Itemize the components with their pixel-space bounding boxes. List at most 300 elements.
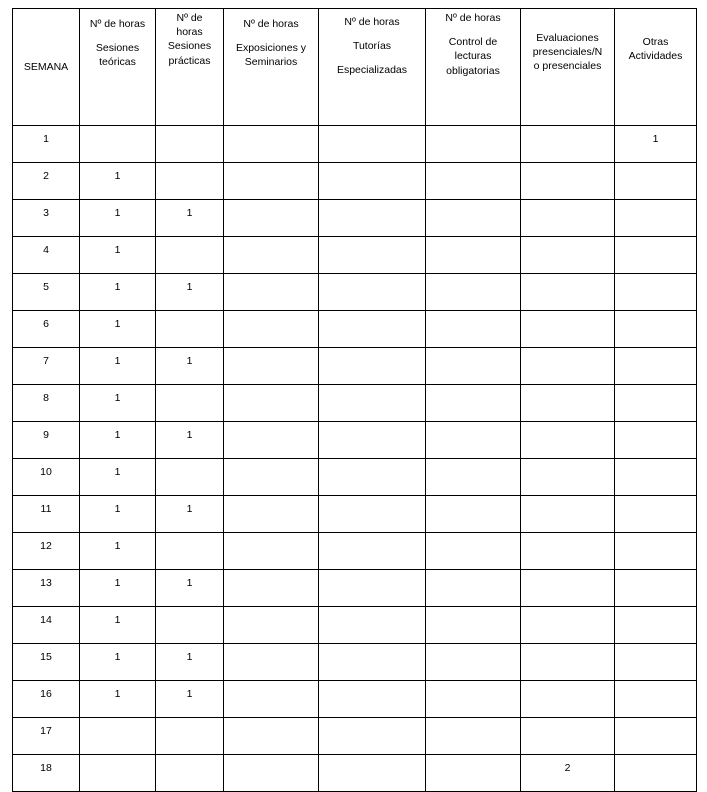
hours-cell [426,718,521,755]
hours-cell [615,237,697,274]
hours-value: 1 [186,688,193,700]
hours-cell [615,644,697,681]
hours-cell [319,459,426,496]
hours-value [319,311,425,331]
hours-value [426,348,520,368]
week-number-cell [13,755,80,792]
hours-cell [521,163,615,200]
hours-value [156,533,223,553]
hours-value: 1 [114,503,121,515]
hours-cell [521,385,615,422]
hours-value [615,385,696,405]
hours-cell [224,311,319,348]
header-line: Nº de horas [243,18,299,30]
header-line: obligatorias [446,64,500,77]
week-number-cell [13,311,80,348]
hours-value [156,385,223,405]
hours-value: 1 [114,244,121,256]
hours-value [521,163,614,183]
hours-value [521,237,614,257]
hours-value [521,607,614,627]
hours-cell [80,237,156,274]
header-line: SEMANA [23,60,69,73]
week-number-cell [13,533,80,570]
hours-cell [156,311,224,348]
hours-cell [319,570,426,607]
hours-cell [426,607,521,644]
table-row [13,385,697,422]
hours-cell [615,311,697,348]
week-number: 1 [43,133,49,145]
hours-cell [319,718,426,755]
hours-cell [224,718,319,755]
header-row [13,9,697,126]
hours-value [615,533,696,553]
hours-value [615,274,696,294]
header-line: Exposiciones y [235,42,307,55]
header-line: horas [176,26,203,39]
hours-value: 1 [114,540,121,552]
hours-cell [156,755,224,792]
header-line: Control de [448,36,498,49]
hours-cell [615,496,697,533]
hours-value [319,718,425,738]
header-line: Nº de [176,12,203,24]
week-number-cell [13,163,80,200]
hours-value [224,607,318,627]
header-line: Evaluaciones [536,32,599,44]
hours-value [319,163,425,183]
week-number-cell [13,385,80,422]
week-number: 5 [43,281,49,293]
table-row [13,422,697,459]
hours-value [426,533,520,553]
hours-cell [426,496,521,533]
table-row [13,607,697,644]
hours-cell [426,311,521,348]
hours-cell [615,459,697,496]
hours-cell [426,459,521,496]
hours-cell [319,644,426,681]
hours-value [615,311,696,331]
header-line [319,53,425,63]
hours-cell [80,496,156,533]
header-line: Seminarios [244,56,298,69]
hours-value: 1 [186,503,193,515]
header-line: Especializadas [336,64,408,77]
hours-cell [521,607,615,644]
table-row [13,126,697,163]
week-number-cell [13,422,80,459]
hours-value [426,311,520,331]
week-number: 16 [40,688,52,700]
hours-cell [426,385,521,422]
hours-value: 1 [114,688,121,700]
week-number: 8 [43,392,49,404]
hours-cell [521,681,615,718]
header-exposiciones-seminarios [224,9,319,126]
hours-value [521,200,614,220]
hours-value: 1 [114,318,121,330]
hours-cell [426,644,521,681]
hours-cell [224,422,319,459]
header-sesiones-teoricas [80,9,156,126]
hours-cell [156,644,224,681]
hours-value [521,533,614,553]
hours-value [426,718,520,738]
hours-value [615,607,696,627]
hours-value [224,311,318,331]
hours-value [224,126,318,146]
week-number: 14 [40,614,52,626]
hours-cell [156,533,224,570]
hours-value [521,422,614,442]
hours-value [224,644,318,664]
hours-cell [615,755,697,792]
header-sesiones-practicas [156,9,224,126]
hours-cell [521,311,615,348]
week-number-cell [13,274,80,311]
hours-value [224,200,318,220]
hours-value [224,755,318,775]
table-row [13,755,697,792]
hours-value [319,681,425,701]
hours-value: 1 [114,466,121,478]
hours-cell [615,422,697,459]
hours-value [156,755,223,775]
table-row [13,496,697,533]
hours-cell [224,681,319,718]
hours-cell [156,422,224,459]
hours-cell [426,533,521,570]
hours-cell [521,422,615,459]
hours-value [80,126,155,146]
hours-cell [319,385,426,422]
table-row [13,533,697,570]
table-row [13,681,697,718]
hours-cell [615,163,697,200]
hours-cell [80,163,156,200]
hours-cell [224,348,319,385]
hours-cell [319,755,426,792]
hours-cell [156,237,224,274]
hours-cell [319,422,426,459]
hours-cell [615,274,697,311]
week-number-cell [13,348,80,385]
hours-value [521,496,614,516]
hours-value [521,681,614,701]
hours-cell [224,607,319,644]
hours-cell [224,459,319,496]
header-line: Nº de horas [445,12,501,24]
hours-cell [224,126,319,163]
header-otras-actividades [615,9,697,126]
header-line [426,25,520,35]
week-number: 4 [43,244,49,256]
table-body [13,126,697,792]
hours-value [319,644,425,664]
hours-value [319,755,425,775]
hours-cell [80,459,156,496]
hours-value [615,496,696,516]
hours-cell [426,348,521,385]
week-number: 9 [43,429,49,441]
week-number-cell [13,681,80,718]
hours-value [615,459,696,479]
table-row [13,459,697,496]
hours-value [319,385,425,405]
table-row [13,644,697,681]
week-number-cell [13,126,80,163]
hours-value [521,718,614,738]
hours-cell [224,385,319,422]
hours-value [80,718,155,738]
hours-value [615,348,696,368]
hours-value: 1 [186,207,193,219]
header-control-lecturas [426,9,521,126]
header-line [319,29,425,39]
hours-value [319,274,425,294]
hours-cell [80,644,156,681]
header-semana [13,9,80,126]
table-row [13,311,697,348]
hours-value [80,755,155,775]
week-number: 17 [40,725,52,737]
hours-value [521,274,614,294]
hours-cell [80,126,156,163]
hours-value [156,718,223,738]
header-line: Sesiones [95,42,140,55]
hours-cell [224,496,319,533]
hours-value [224,385,318,405]
table-header [13,9,697,126]
header-line: Otras [642,36,669,48]
hours-cell [80,311,156,348]
hours-value [426,274,520,294]
table-row [13,237,697,274]
hours-value [615,237,696,257]
header-line: Actividades [628,50,683,63]
hours-cell [156,126,224,163]
week-number: 13 [40,577,52,589]
hours-value [319,348,425,368]
hours-value: 1 [114,392,121,404]
week-number: 2 [43,170,49,182]
hours-cell [521,237,615,274]
header-line: Tutorías [352,40,392,53]
hours-cell [521,274,615,311]
hours-value [521,385,614,405]
hours-value [426,163,520,183]
hours-cell [615,348,697,385]
hours-cell [80,200,156,237]
hours-value [521,348,614,368]
hours-value [224,163,318,183]
hours-value: 1 [186,651,193,663]
header-line: lecturas [454,50,492,63]
hours-cell [426,755,521,792]
hours-value: 1 [652,133,659,145]
hours-cell [426,570,521,607]
hours-cell [319,237,426,274]
hours-cell [80,274,156,311]
hours-cell [319,533,426,570]
week-number-cell [13,459,80,496]
hours-cell [615,126,697,163]
hours-value [156,607,223,627]
hours-value [224,237,318,257]
hours-cell [319,200,426,237]
header-line: teóricas [99,56,136,69]
week-number: 12 [40,540,52,552]
hours-cell [224,237,319,274]
hours-cell [426,681,521,718]
hours-cell [224,200,319,237]
week-number-cell [13,237,80,274]
hours-cell [615,681,697,718]
hours-value [426,385,520,405]
header-line: o presenciales [533,60,602,73]
hours-cell [521,755,615,792]
week-number: 15 [40,651,52,663]
hours-cell [80,570,156,607]
week-number-cell [13,718,80,755]
hours-value [319,459,425,479]
hours-cell [521,126,615,163]
hours-value [521,644,614,664]
hours-value: 1 [114,281,121,293]
hours-cell [615,200,697,237]
hours-value [426,496,520,516]
hours-cell [156,496,224,533]
hours-cell [521,200,615,237]
header-line: Sesiones [167,40,212,53]
hours-cell [426,237,521,274]
table-row [13,718,697,755]
hours-cell [521,459,615,496]
header-line: Nº de horas [344,16,400,28]
hours-value [224,459,318,479]
hours-cell [156,681,224,718]
hours-value: 1 [114,207,121,219]
header-evaluaciones [521,9,615,126]
week-number-cell [13,496,80,533]
hours-value: 1 [186,577,193,589]
week-number: 18 [40,762,52,774]
hours-cell [319,607,426,644]
hours-value: 1 [186,281,193,293]
hours-cell [156,348,224,385]
hours-cell [224,570,319,607]
hours-cell [426,200,521,237]
header-line: presenciales/N [532,46,603,59]
hours-value: 1 [114,429,121,441]
hours-value: 1 [186,355,193,367]
hours-cell [521,718,615,755]
hours-value: 2 [564,762,571,774]
table-row [13,570,697,607]
hours-cell [156,274,224,311]
hours-value [521,459,614,479]
hours-value [615,570,696,590]
hours-value [426,237,520,257]
hours-cell [80,681,156,718]
hours-value [521,126,614,146]
hours-value [319,607,425,627]
hours-value [426,422,520,442]
weekly-hours-table [12,8,697,792]
table-row [13,163,697,200]
hours-value [615,200,696,220]
hours-cell [224,533,319,570]
week-number: 11 [40,503,52,515]
header-line [224,31,318,41]
hours-value [615,644,696,664]
hours-value [615,718,696,738]
hours-cell [156,163,224,200]
hours-value [615,163,696,183]
hours-value [224,348,318,368]
hours-cell [615,607,697,644]
hours-value [615,422,696,442]
hours-value [426,607,520,627]
hours-value [426,570,520,590]
week-number: 7 [43,355,49,367]
hours-cell [319,681,426,718]
hours-value [156,163,223,183]
hours-cell [319,311,426,348]
hours-value [426,126,520,146]
hours-cell [319,496,426,533]
hours-cell [615,570,697,607]
hours-cell [319,348,426,385]
hours-value [615,755,696,775]
hours-cell [80,422,156,459]
hours-value [319,422,425,442]
header-line [80,31,155,41]
hours-value [156,237,223,257]
hours-cell [521,348,615,385]
hours-cell [80,348,156,385]
hours-cell [224,644,319,681]
hours-cell [156,200,224,237]
header-line: Nº de horas [89,18,146,30]
hours-value [224,681,318,701]
hours-value: 1 [114,614,121,626]
hours-value: 1 [186,429,193,441]
hours-cell [615,718,697,755]
hours-cell [521,533,615,570]
hours-cell [224,163,319,200]
week-number: 3 [43,207,49,219]
hours-cell [80,755,156,792]
hours-value [319,570,425,590]
table-row [13,274,697,311]
week-number-cell [13,607,80,644]
hours-cell [80,718,156,755]
hours-cell [224,274,319,311]
hours-value [224,570,318,590]
hours-cell [521,496,615,533]
hours-cell [80,533,156,570]
hours-value [319,496,425,516]
hours-value [426,459,520,479]
hours-cell [426,274,521,311]
hours-value [426,644,520,664]
hours-value: 1 [114,651,121,663]
hours-cell [224,755,319,792]
hours-cell [319,163,426,200]
